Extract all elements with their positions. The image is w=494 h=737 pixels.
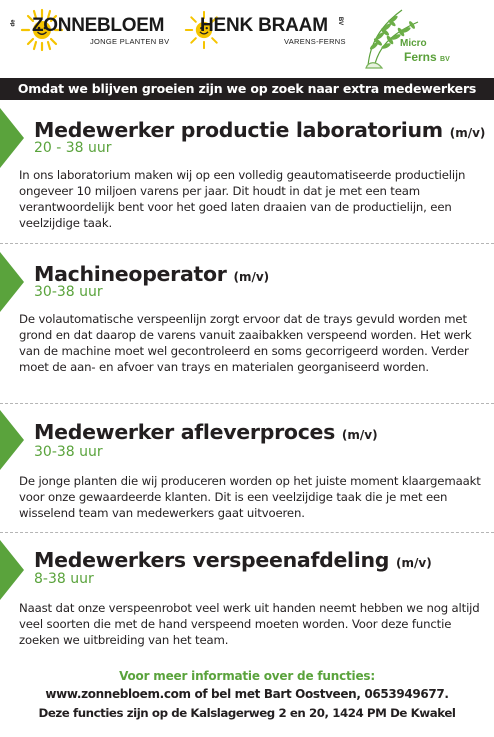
contact-footer xyxy=(0,668,494,723)
job-title-text: Medewerker productie laboratorium xyxy=(34,118,443,142)
micro-ferns-logo xyxy=(360,4,485,72)
green-arrow-icon xyxy=(0,410,24,470)
header-logos xyxy=(0,0,494,76)
micro-ferns-name: Ferns xyxy=(404,50,437,64)
job-title-suffix: (m/v) xyxy=(449,126,486,140)
job-title xyxy=(34,118,485,142)
section-divider xyxy=(0,532,494,533)
hiring-banner: Omdat we blijven groeien zijn we op zoek naar extra medewerkers xyxy=(0,78,494,100)
job-title-suffix: (m/v) xyxy=(233,270,270,284)
zonnebloem-prefix: de xyxy=(10,19,17,27)
zonnebloem-sub: JONGE PLANTEN BV xyxy=(90,37,170,46)
job-description: De volautomatische verspeenlijn zorgt ervoor dat de trays gevuld worden met grond en dat daarop de varens vanuit zaaibakken verspeend worden. Het werk van de machine moet wel gecontroleerd en soms gecorrigeerd worden. Verder moet de aan- en afvoer van trays en materialen georganiseerd worden. xyxy=(19,312,472,374)
job-title-suffix: (m/v) xyxy=(396,556,432,570)
job-hours: 30-38 uur xyxy=(34,444,103,460)
section-divider xyxy=(0,403,494,404)
henk-braam-logo xyxy=(186,8,356,58)
micro-ferns-suffix: BV xyxy=(440,56,450,63)
job-description: Naast dat onze verspeenrobot veel werk uit handen neemt hebben we nog altijd veel soorten die met de hand verspeend moeten worden. Voor deze functie zoeken we uitbreiding van het team. xyxy=(19,601,480,647)
job-title-text: Medewerkers verspeenafdeling xyxy=(34,548,390,572)
green-arrow-icon xyxy=(0,252,24,312)
job-hours: 30-38 uur xyxy=(34,284,103,300)
job-description: De jonge planten die wij produceren worden op het juiste moment klaargemaakt voor onze gewaardeerde klanten. Dit is een veelzijdige taak die je met een wisselend team van medewerkers gaat uitvoeren. xyxy=(19,474,481,520)
henk-braam-sub: VARENS-FERNS xyxy=(284,37,346,46)
job-hours: 20 - 38 uur xyxy=(34,140,112,156)
henk-braam-suffix: BV xyxy=(337,16,344,26)
job-hours: 8-38 uur xyxy=(34,571,94,587)
green-arrow-icon xyxy=(0,108,24,168)
footer-heading: Voor meer informatie over de functies: xyxy=(119,669,375,683)
micro-ferns-line1: Micro xyxy=(400,38,427,49)
job-title xyxy=(34,548,432,572)
micro-ferns-line2 xyxy=(404,50,450,64)
job-title-text: Machineoperator xyxy=(34,262,227,286)
job-title xyxy=(34,420,378,444)
job-title xyxy=(34,262,269,286)
zonnebloem-name: ZONNEBLOEM xyxy=(32,15,165,36)
job-title-suffix: (m/v) xyxy=(341,428,378,442)
footer-address: Deze functies zijn op de Kalslagerweg 2 en 20, 1424 PM De Kwakel xyxy=(38,706,456,720)
green-arrow-icon xyxy=(0,540,24,600)
section-divider xyxy=(0,243,494,244)
job-title-text: Medewerker afleverproces xyxy=(34,420,336,444)
zonnebloem-logo xyxy=(10,8,184,58)
footer-contact: www.zonnebloem.com of bel met Bart Oostveen, 0653949677. xyxy=(45,687,449,701)
job-description: In ons laboratorium maken wij op een volledig geautomatiseerde productielijn ongeveer 10 miljoen varens per jaar. Dit houdt in dat je met een team verantwoordelijk bent voor het goed laten draaien van de productielijn, een veelzijdige taak. xyxy=(19,168,466,230)
henk-braam-name: HENK BRAAM xyxy=(200,15,328,36)
